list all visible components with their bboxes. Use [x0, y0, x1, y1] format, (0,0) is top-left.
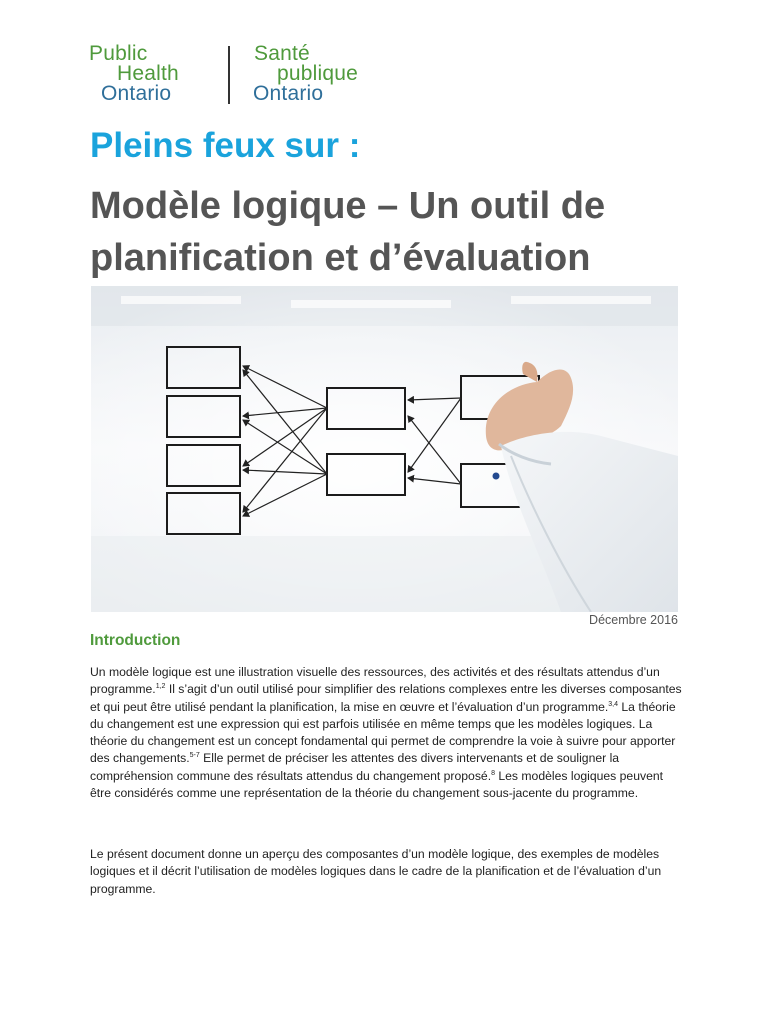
citation-superscript: 3,4	[608, 700, 618, 708]
logo-line: Ontario	[253, 82, 324, 105]
logo	[89, 44, 379, 106]
publication-date: Décembre 2016	[589, 613, 678, 627]
citation-superscript: 5-7	[189, 752, 200, 760]
logo-line: Health	[117, 62, 179, 85]
citation-superscript: 1,2	[155, 683, 166, 691]
logo-english	[89, 44, 179, 104]
section-heading-introduction: Introduction	[90, 632, 181, 649]
citation-superscript: 8	[491, 769, 495, 777]
introduction-paragraph-2: Le présent document donne un aperçu des composantes d’un modèle logique, des exemples de modèles logiques et il décrit l’utilisation de modèles logiques dans le cadre de la planification et de l’évaluation d’un programme.	[90, 847, 662, 896]
hero-image	[91, 286, 678, 612]
paragraph-text: Elle permet de préciser les attentes des divers intervenants et de souligner la compréhension commune des résultats attendus du changement proposé.	[90, 751, 620, 783]
paragraph-text: Un modèle logique est une illustration visuelle des ressources, des activités et des résultats attendus d’un programme.	[90, 665, 660, 697]
logo-french	[254, 44, 358, 104]
paragraph-text: Les modèles logiques peuvent être considérés comme une représentation de la théorie du changement sous-jacente du programme.	[90, 768, 664, 801]
logo-divider	[228, 46, 230, 104]
logo-line: Public	[89, 42, 148, 65]
introduction-paragraph-1	[90, 664, 682, 802]
paragraph-text: La théorie du changement est une expression qui est parfois utilisée en même temps que les modèles logiques. La théorie du changement est un concept fondamental qui permet de comprendre la voie à suivre pour apporter des changements.	[90, 699, 676, 766]
page-title: Modèle logique – Un outil de planification et d’évaluation	[90, 185, 606, 279]
paragraph-text: Il s’agit d’un outil utilisé pour simplifier des relations complexes entre les diverses composantes et qui peut être utilisé pendant la planification, la mise en œuvre et l’évaluation d’un programme.	[90, 682, 682, 714]
logo-line: Santé	[254, 42, 310, 65]
eyebrow-title: Pleins feux sur :	[90, 126, 361, 165]
logo-line: Ontario	[101, 82, 172, 105]
logo-line: publique	[277, 62, 359, 85]
